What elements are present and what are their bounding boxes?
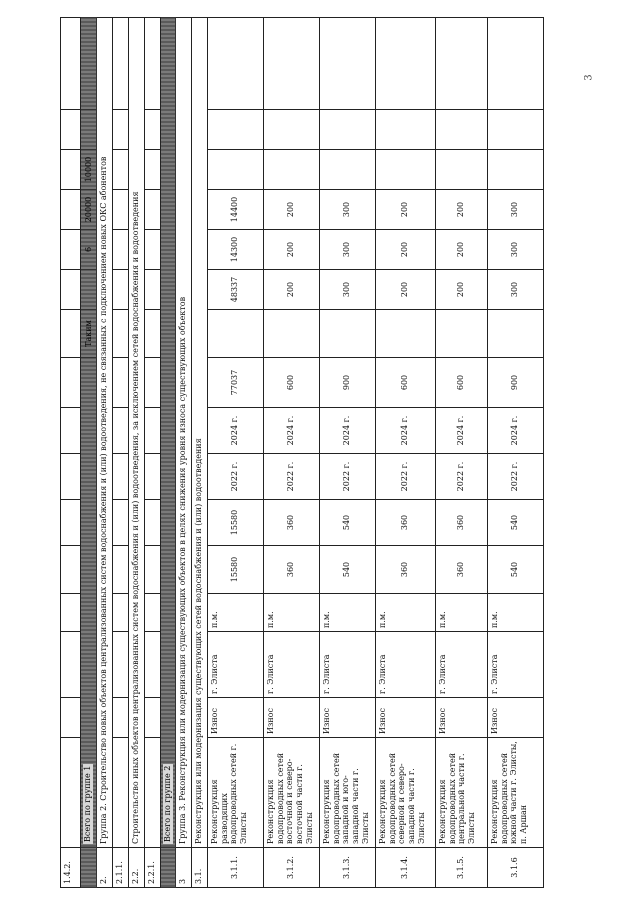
row-year-start: 2022 г. (263, 454, 319, 500)
row-2-1-1 (113, 18, 129, 888)
row-name: Реконструкция водопроводных сетей восточной и северо-восточной части г. Элисты (263, 738, 319, 848)
row-length1: 360 (263, 546, 319, 594)
row-fin4: 200 (435, 190, 487, 230)
row-year-end: 2024 г. (207, 408, 263, 454)
row-year-end: 2024 г. (375, 408, 435, 454)
row-unit: п.м. (319, 594, 375, 632)
row-fin1 (435, 310, 487, 358)
row-unit: п.м. (435, 594, 487, 632)
table-row (263, 18, 319, 888)
row-cost: 77037 (207, 358, 263, 408)
row-number: 2.2.1. (145, 848, 161, 888)
row-fin1 (375, 310, 435, 358)
row-fin2: 200 (263, 270, 319, 310)
row-year-end: 2024 г. (435, 408, 487, 454)
row-year-start: 2022 г. (207, 454, 263, 500)
total-group1-row (81, 18, 97, 888)
row-fin1 (487, 310, 543, 358)
total-group1-value4: 10000 (81, 150, 97, 190)
row-number: 3.1.1. (207, 848, 263, 888)
row-reason: Износ (319, 698, 375, 738)
row-name: Реконструкция водопроводных сетей северной и северо-западной части г. Элисты (375, 738, 435, 848)
row-number: 3.1.3. (319, 848, 375, 888)
row-fin2: 300 (487, 270, 543, 310)
row-cost: 600 (435, 358, 487, 408)
table-row (375, 18, 435, 888)
row-location: г. Элиста (487, 632, 543, 698)
row-length2: 360 (375, 500, 435, 546)
row-number: 1.4.2. (61, 848, 81, 888)
row-fin4: 300 (487, 190, 543, 230)
group3-1-title: Реконструкция или модернизация существующих сетей водоснабжения и (или) водоотведения (191, 18, 207, 848)
row-number: 2.2. (129, 848, 145, 888)
row-name: Реконструкция водопроводных сетей южной части г. Элисты, п. Аршан (487, 738, 543, 848)
row-fin4: 200 (375, 190, 435, 230)
row-fin1 (263, 310, 319, 358)
row-length1: 540 (487, 546, 543, 594)
row-length1: 15580 (207, 546, 263, 594)
row-number: 3 (175, 848, 191, 888)
row-unit: п.м. (487, 594, 543, 632)
row-length2: 15580 (207, 500, 263, 546)
group3-title: Группа 3. Реконструкция или модернизация существующих объектов в целях снижения уровня износа существующих объектов (175, 18, 191, 848)
row-year-start: 2022 г. (435, 454, 487, 500)
table-row (207, 18, 263, 888)
row-number: 2. (97, 848, 113, 888)
row-fin2: 48337 (207, 270, 263, 310)
total-group2-row (161, 18, 176, 888)
table-row (435, 18, 487, 888)
group2-row (97, 18, 113, 888)
row-number: 2.1.1. (113, 848, 129, 888)
group3-1-row (191, 18, 207, 888)
row-reason: Износ (263, 698, 319, 738)
total-group1-value1: Таким (81, 310, 97, 358)
row-fin3: 14300 (207, 230, 263, 270)
table-row (319, 18, 375, 888)
row-location: г. Элиста (263, 632, 319, 698)
page-number: 3 (583, 74, 595, 81)
row-number: 3.1.5. (435, 848, 487, 888)
row-length2: 540 (319, 500, 375, 546)
row-name: Реконструкция разводящих водопроводных сетей г. Элисты (207, 738, 263, 848)
row-year-start: 2022 г. (319, 454, 375, 500)
group2-2-row (129, 18, 145, 888)
row-fin4: 200 (263, 190, 319, 230)
row-length1: 540 (319, 546, 375, 594)
row-year-end: 2024 г. (263, 408, 319, 454)
row-fin4: 300 (319, 190, 375, 230)
row-cost: 900 (487, 358, 543, 408)
row-fin3: 200 (263, 230, 319, 270)
row-fin3: 200 (375, 230, 435, 270)
row-location: г. Элиста (375, 632, 435, 698)
row-length1: 360 (435, 546, 487, 594)
total-group1-value2: 6 (81, 230, 97, 270)
rotated-table-wrapper (60, 18, 530, 888)
row-reason: Износ (375, 698, 435, 738)
row-fin2: 200 (435, 270, 487, 310)
row-year-end: 2024 г. (487, 408, 543, 454)
row-reason: Износ (487, 698, 543, 738)
row-location: г. Элиста (207, 632, 263, 698)
row-number: 3.1.4. (375, 848, 435, 888)
row-fin2: 300 (319, 270, 375, 310)
row-fin2: 200 (375, 270, 435, 310)
investment-program-table (60, 17, 544, 888)
total-group1-value3: 20000 (81, 190, 97, 230)
row-reason: Износ (435, 698, 487, 738)
row-location: г. Элиста (435, 632, 487, 698)
row-reason: Износ (207, 698, 263, 738)
row-year-start: 2022 г. (375, 454, 435, 500)
group2-title: Группа 2. Строительство новых объектов централизованных систем водоснабжения и (или) водоотведения, не связанных с подключением новых ОКС абонентов (97, 18, 113, 848)
row-number: 3.1.2. (263, 848, 319, 888)
row-2-2-1 (145, 18, 161, 888)
row-unit: п.м. (375, 594, 435, 632)
row-year-end: 2024 г. (319, 408, 375, 454)
total-group1-label: Всего по группе 1 (83, 765, 92, 842)
row-cost: 600 (263, 358, 319, 408)
row-name: Реконструкция водопроводных сетей западной и юго-западной части г. Элисты (319, 738, 375, 848)
row-fin1 (319, 310, 375, 358)
row-fin3: 200 (435, 230, 487, 270)
row-fin4: 14400 (207, 190, 263, 230)
row-year-start: 2022 г. (487, 454, 543, 500)
row-unit: п.м. (263, 594, 319, 632)
row-length1: 360 (375, 546, 435, 594)
table-row (487, 18, 543, 888)
row-cost: 600 (375, 358, 435, 408)
row-1-4-2 (61, 18, 81, 888)
row-length2: 360 (435, 500, 487, 546)
row-name: Реконструкция водопроводных сетей центральной части г. Элисты (435, 738, 487, 848)
row-length2: 540 (487, 500, 543, 546)
row-cost: 900 (319, 358, 375, 408)
row-location: г. Элиста (319, 632, 375, 698)
row-number: 3.1. (191, 848, 207, 888)
row-unit: п.м. (207, 594, 263, 632)
group3-row (175, 18, 191, 888)
row-fin3: 300 (487, 230, 543, 270)
row-fin1 (207, 310, 263, 358)
total-group2-label: Всего по группе 2 (163, 765, 172, 842)
row-number: 3.1.6 (487, 848, 543, 888)
row-fin3: 300 (319, 230, 375, 270)
row-length2: 360 (263, 500, 319, 546)
group2-2-title: Строительство иных объектов централизованных систем водоснабжения и (или) водоотведения, за исключением сетей водоснабжения и водоотведения (129, 18, 145, 848)
